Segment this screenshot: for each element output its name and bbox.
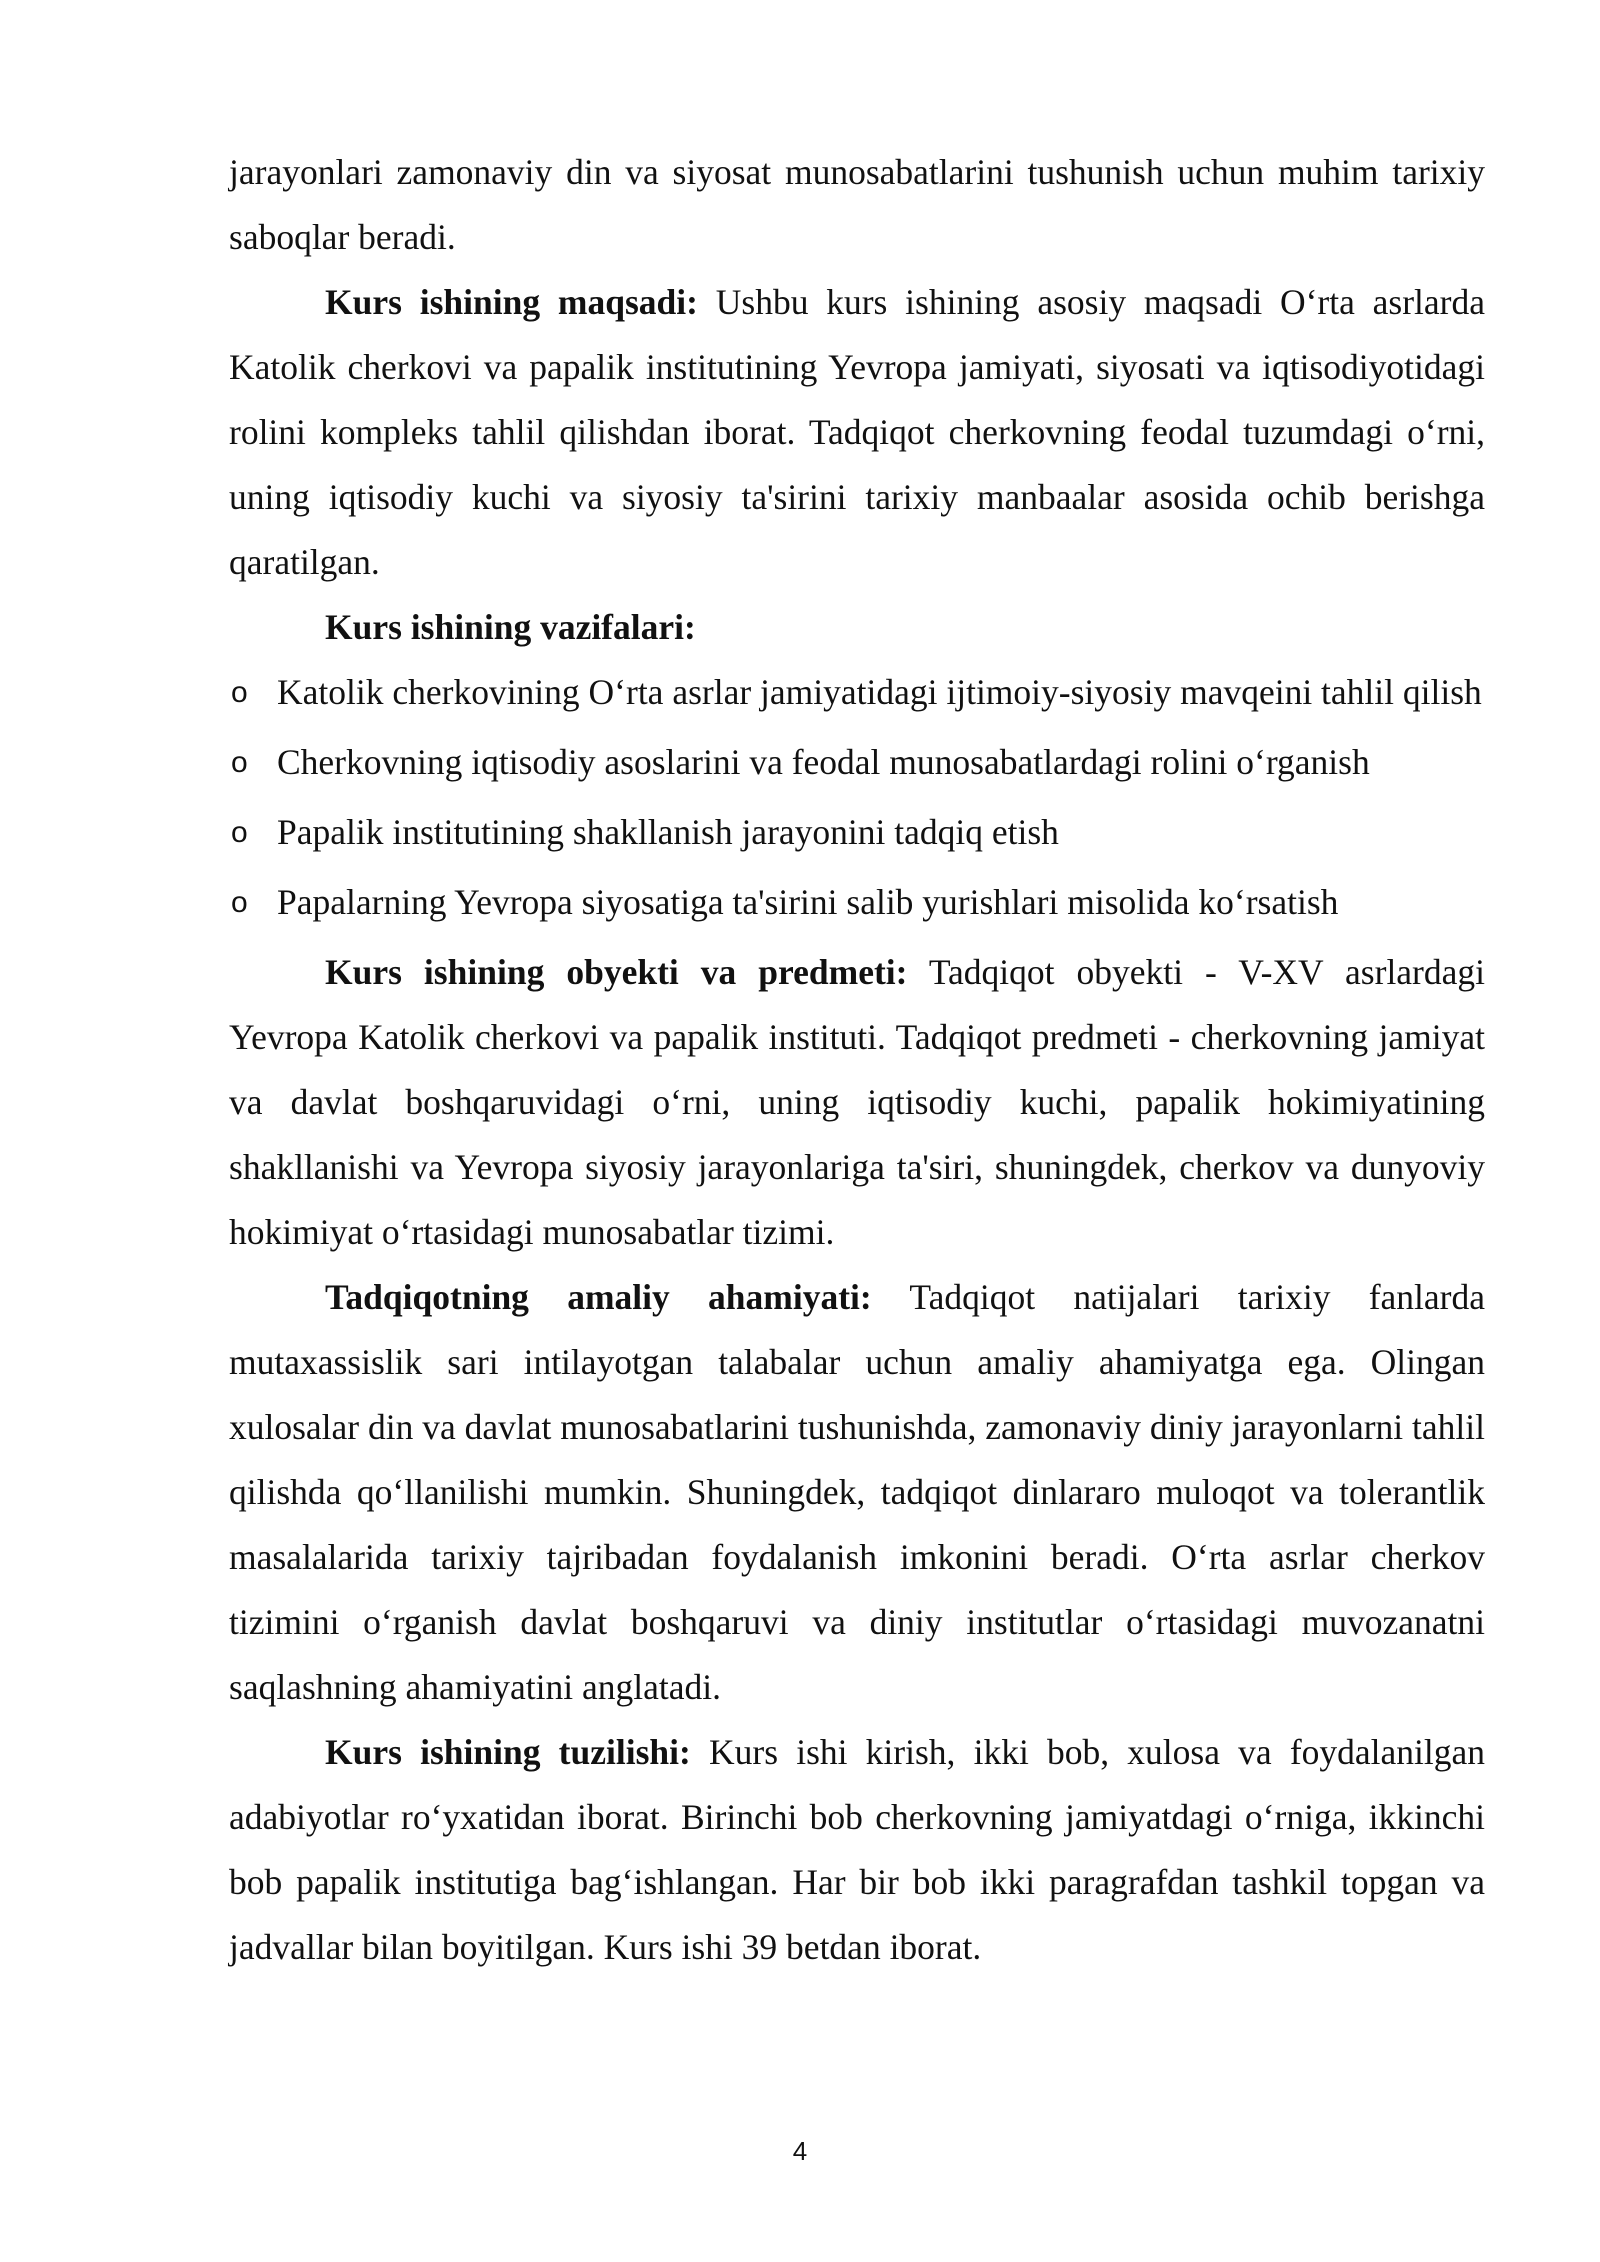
tasks-heading: Kurs ishining vazifalari: bbox=[325, 607, 696, 647]
significance-paragraph bbox=[229, 1265, 1485, 1720]
task-text: Papalik institutining shakllanish jarayonini tadqiq etish bbox=[277, 812, 1059, 852]
object-heading: Kurs ishining obyekti va predmeti: bbox=[325, 952, 908, 992]
intro-text: jarayonlari zamonaviy din va siyosat munosabatlarini tushunish uchun muhim tarixiy saboqlar beradi. bbox=[229, 152, 1485, 257]
bullet-icon: o bbox=[231, 676, 248, 709]
task-text: Katolik cherkovining O‘rta asrlar jamiyatidagi ijtimoiy-siyosiy mavqeini tahlil qilish bbox=[277, 672, 1482, 712]
page-body bbox=[229, 140, 1485, 1980]
list-item bbox=[229, 730, 1485, 795]
bullet-icon: o bbox=[231, 816, 248, 849]
object-paragraph bbox=[229, 940, 1485, 1265]
page-number: 4 bbox=[792, 2136, 808, 2166]
tasks-heading-paragraph bbox=[229, 595, 1485, 660]
list-item bbox=[229, 660, 1485, 725]
task-text: Papalarning Yevropa siyosatiga ta'sirini salib yurishlari misolida ko‘rsatish bbox=[277, 882, 1339, 922]
goal-paragraph bbox=[229, 270, 1485, 595]
structure-text: Kurs ishi kirish, ikki bob, xulosa va foydalanilgan adabiyotlar ro‘yxatidan iborat. Birinchi bob cherkovning jamiyatdagi o‘rniga, ikkinchi bob papalik institutiga bag‘ishlangan. Har bir bob ikki paragrafdan tashkil topgan va jadvallar bilan boyitilgan. Kurs ishi 39 betdan iborat. bbox=[229, 1732, 1486, 1967]
object-text: Tadqiqot obyekti - V-XV asrlardagi Yevropa Katolik cherkovi va papalik instituti. Tadqiqot predmeti - cherkovning jamiyat va davlat boshqaruvidagi o‘rni, uning iqtisodiy kuchi, papalik hokimiyatining shakllanishi va Yevropa siyosiy jarayonlariga ta'siri, shuningdek, cherkov va dunyoviy hokimiyat o‘rtasidagi munosabatlar tizimi. bbox=[229, 952, 1486, 1252]
bullet-icon: o bbox=[231, 746, 248, 779]
tasks-list bbox=[229, 660, 1485, 935]
task-text: Cherkovning iqtisodiy asoslarini va feodal munosabatlardagi rolini o‘rganish bbox=[277, 742, 1370, 782]
goal-heading: Kurs ishining maqsadi: bbox=[325, 282, 698, 322]
list-item bbox=[229, 870, 1485, 935]
structure-heading: Kurs ishining tuzilishi: bbox=[325, 1732, 691, 1772]
bullet-icon: o bbox=[231, 886, 248, 919]
significance-heading: Tadqiqotning amaliy ahamiyati: bbox=[325, 1277, 872, 1317]
list-item bbox=[229, 800, 1485, 865]
goal-text: Ushbu kurs ishining asosiy maqsadi O‘rta asrlarda Katolik cherkovi va papalik institutining Yevropa jamiyati, siyosati va iqtisodiyotidagi rolini kompleks tahlil qilishdan iborat. Tadqiqot cherkovning feodal tuzumdagi o‘rni, uning iqtisodiy kuchi va siyosiy ta'sirini tarixiy manbaalar asosida ochib berishga qaratilgan. bbox=[229, 282, 1485, 582]
intro-paragraph bbox=[229, 140, 1485, 270]
significance-text: Tadqiqot natijalari tarixiy fanlarda mutaxassislik sari intilayotgan talabalar uchun amaliy ahamiyatga ega. Olingan xulosalar din va davlat munosabatlarini tushunishda, zamonaviy diniy jarayonlarni tahlil qilishda qo‘llanilishi mumkin. Shuningdek, tadqiqot dinlararo muloqot va tolerantlik masalalarida tarixiy tajribadan foydalanish imkonini beradi. O‘rta asrlar cherkov tizimini o‘rganish davlat boshqaruvi va diniy institutlar o‘rtasidagi muvozanatni saqlashning ahamiyatini anglatadi. bbox=[229, 1277, 1486, 1707]
structure-paragraph bbox=[229, 1720, 1485, 1980]
